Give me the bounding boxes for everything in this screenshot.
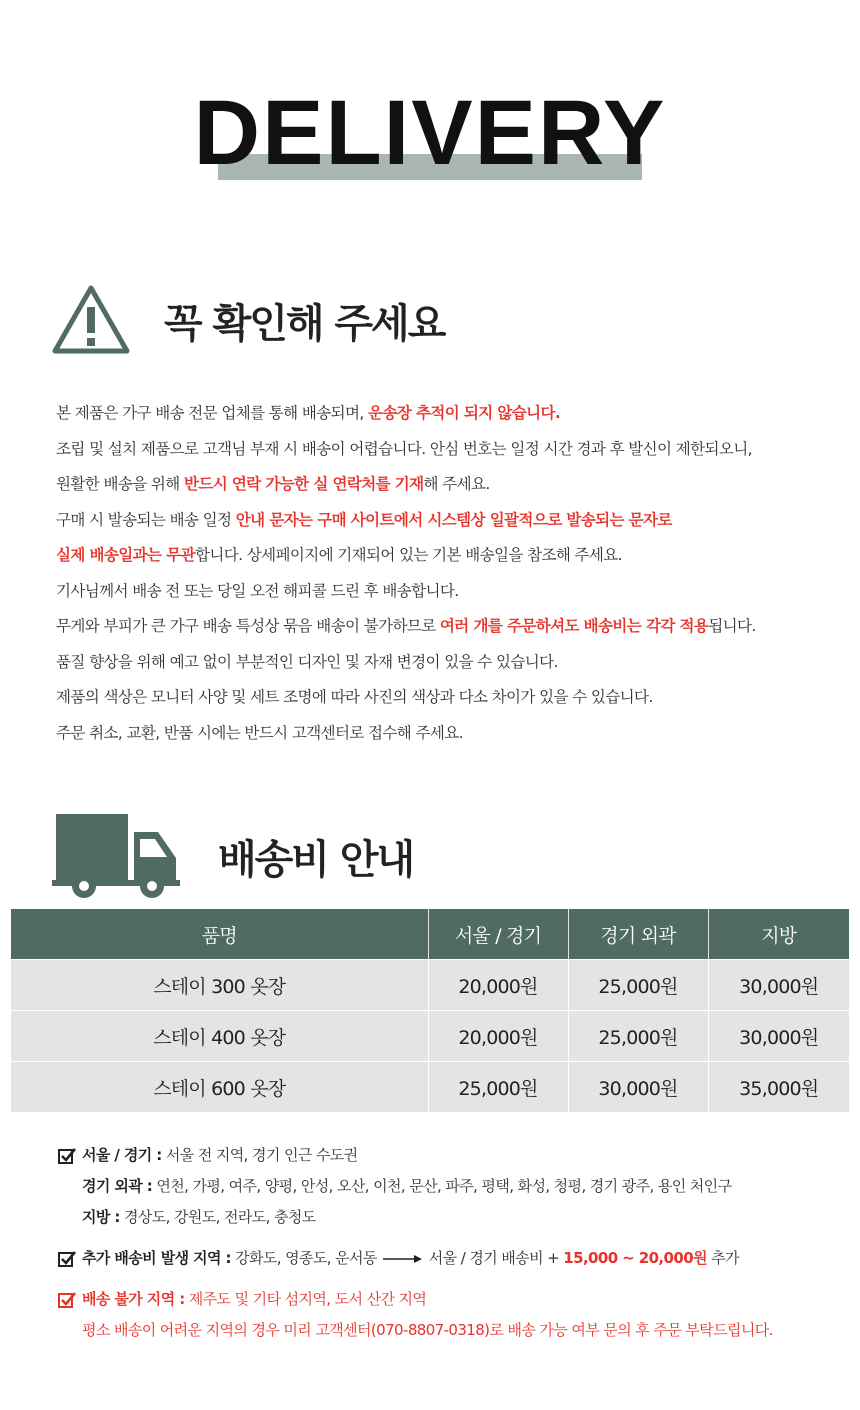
fee-table [11,909,849,1112]
notice-line [56,467,846,503]
notice-segment: 합니다. 상세페이지에 기재되어 있는 기본 배송일을 참조해 주세요. [194,546,622,564]
notice-line [56,503,846,539]
table-row [11,960,849,1011]
notice-line [56,609,846,645]
notice-line [56,574,846,610]
note-label: 경기 외곽 : [82,1177,153,1195]
notice-segment: 무게와 부피가 큰 가구 배송 특성상 묶음 배송이 불가하므로 [56,617,440,635]
note-text: 서울 / 경기 배송비 + [428,1249,564,1267]
notice-highlight: 운송장 추적이 되지 않습니다. [368,404,561,422]
price-cell: 30,000원 [708,960,849,1011]
truck-icon [52,812,180,898]
table-header-row [11,909,849,960]
checkbox-icon [58,1250,76,1268]
notice-segment: 주문 취소, 교환, 반품 시에는 반드시 고객센터로 접수해 주세요. [56,723,463,742]
notice-segment: 품질 향상을 위해 예고 없이 부분적인 디자인 및 자재 변경이 있을 수 있습니다. [56,652,558,671]
notice-line [56,538,846,574]
extra-fee-note [58,1243,848,1274]
price-cell: 25,000원 [568,960,708,1011]
notice-segment: 본 제품은 가구 배송 전문 업체를 통해 배송되며, [56,404,369,422]
notice-line [56,716,846,752]
warning-icon [50,282,132,356]
note-label: 배송 불가 지역 : [82,1290,185,1308]
column-header: 서울 / 경기 [428,909,568,960]
notice-segment: 원활한 배송을 위해 [56,475,184,493]
price-cell: 20,000원 [428,1011,568,1062]
price-cell: 30,000원 [708,1011,849,1062]
product-name-cell: 스테이 300 옷장 [11,960,428,1011]
notice-line [56,680,846,716]
page-title: DELIVERY [193,82,667,184]
product-name-cell: 스테이 600 옷장 [11,1062,428,1113]
notice-heading: 꼭 확인해 주세요 [164,301,445,347]
table-row [11,1011,849,1062]
checkbox-icon [58,1147,76,1165]
notice-highlight: 여러 개를 주문하셔도 배송비는 각각 적용 [439,617,709,635]
price-cell: 25,000원 [428,1062,568,1113]
notice-line [56,645,846,681]
arrow-right-icon [383,1254,423,1264]
note-text: 제주도 및 기타 섬지역, 도서 산간 지역 [184,1290,427,1308]
column-header: 품명 [11,909,428,960]
shipping-notes [58,1140,848,1346]
note-label: 서울 / 경기 : [82,1146,162,1164]
region-note-outskirts [58,1171,848,1202]
notice-highlight: 안내 문자는 구매 사이트에서 시스템상 일괄적으로 발송되는 문자로 [235,510,672,529]
note-label: 지방 : [82,1208,120,1226]
note-text: 강화도, 영종도, 운서동 [230,1249,377,1267]
notice-segment: 해 주세요. [423,475,490,493]
price-cell: 30,000원 [568,1062,708,1113]
region-note-provinces [58,1202,848,1233]
price-cell: 20,000원 [428,960,568,1011]
price-cell: 35,000원 [708,1062,849,1113]
no-delivery-detail: 평소 배송이 어려운 지역의 경우 미리 고객센터(070-8807-0318)로 배송 가능 여부 문의 후 주문 부탁드립니다. [82,1321,773,1339]
fee-heading: 배송비 안내 [218,837,414,883]
note-text: 경상도, 강원도, 전라도, 충청도 [119,1208,316,1226]
note-text: 서울 전 지역, 경기 인근 수도권 [161,1146,358,1164]
checkbox-icon [58,1291,76,1309]
notice-line [56,396,846,432]
price-cell: 25,000원 [568,1011,708,1062]
notice-segment: 조립 및 설치 제품으로 고객님 부재 시 배송이 어렵습니다. 안심 번호는 일정 시간 경과 후 발신이 제한되오니, [56,439,752,458]
notice-text [56,396,846,751]
note-label: 추가 배송비 발생 지역 : [82,1249,231,1267]
notice-segment: 구매 시 발송되는 배송 일정 [56,510,236,529]
extra-fee-amount: 15,000 ~ 20,000원 [563,1249,707,1267]
note-text: 연천, 가평, 여주, 양평, 안성, 오산, 이천, 문산, 파주, 평택, 화성, 청평, 경기 광주, 용인 처인구 [152,1177,732,1195]
product-name-cell: 스테이 400 옷장 [11,1011,428,1062]
notice-highlight: 반드시 연락 가능한 실 연락처를 기재 [183,475,424,493]
notice-highlight: 실제 배송일과는 무관 [56,546,195,564]
note-text: 추가 [706,1249,739,1267]
table-row [11,1062,849,1113]
notice-segment: 기사님께서 배송 전 또는 당일 오전 해피콜 드린 후 배송합니다. [56,581,459,600]
region-note-seoul [58,1140,848,1171]
no-delivery-note [58,1284,848,1315]
notice-line [56,432,846,468]
notice-segment: 제품의 색상은 모니터 사양 및 세트 조명에 따라 사진의 색상과 다소 차이가 있을 수 있습니다. [56,688,653,706]
column-header: 경기 외곽 [568,909,708,960]
column-header: 지방 [708,909,849,960]
notice-segment: 됩니다. [708,617,756,635]
